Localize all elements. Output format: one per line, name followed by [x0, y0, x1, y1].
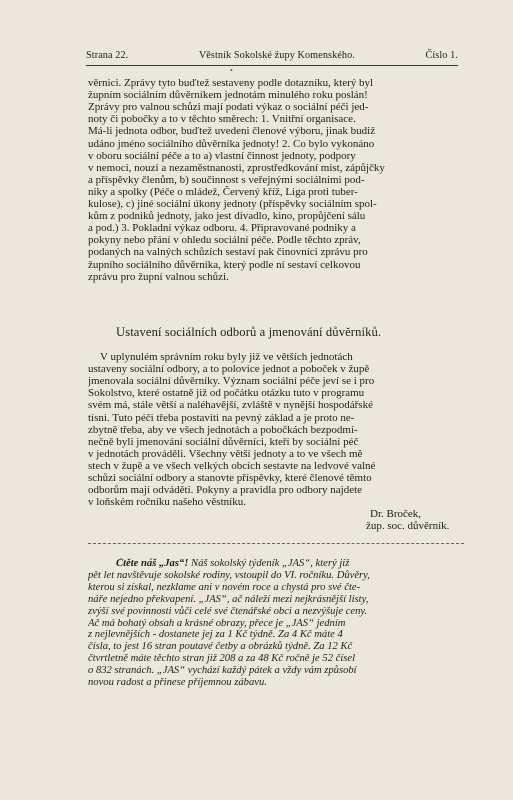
text-line: kům z podniků jednoty, jako jest divadlo, kino, propůjčení sálu	[88, 210, 366, 223]
text-line: v loňském ročníku našeho věstníku.	[88, 496, 246, 509]
ad-text: o 832 stranách. „JAS“ vychází každý pátek a vždy vám způsobí	[88, 665, 357, 677]
text-line: župním sociálním důvěrníkem jednotám minulého roku poslán!	[88, 89, 368, 102]
text-line: kulose), c) jiné sociální úkony jednoty (příspěvky sociálním spol-	[88, 198, 377, 210]
ad-line	[88, 618, 460, 630]
text-line: župního sociálního důvěrníka, který podle ní sestaví celkovou	[88, 258, 361, 271]
header-rule	[86, 65, 458, 66]
text-line: a příspěvky členům, b) součinnost s veřejnými sociálními pod-	[88, 173, 365, 186]
text-line: udáno jméno sociálního důvěrníka jednoty! 2. Co bylo vykonáno	[88, 137, 375, 150]
page-number: Strana 22.	[86, 50, 129, 61]
ad-line	[88, 677, 460, 689]
signature-name: Dr. Broček,	[370, 508, 422, 520]
text-line: schůzi sociální odbory a stanovte příspěvky, které členové těmto	[88, 472, 372, 484]
ad-lead: Čtěte náš „Jas“!	[116, 558, 189, 569]
section-divider	[88, 543, 464, 544]
ad-line	[88, 594, 460, 606]
text-line: Má-li jednota odbor, buďtež uvedeni členové výboru, jinak budiž	[88, 125, 376, 138]
text-line: tísni. Tuto péči třeba postaviti na pevný základ a je proto ne-	[88, 411, 355, 424]
ad-text: kterou si získal, nezklame ani v novém roce a chystá pro své čte-	[88, 581, 361, 593]
ad-text: zvýší své povinnosti vůči celé své čtenářské obci a nezvýšuje ceny.	[88, 605, 368, 617]
ornament-dot: •	[230, 66, 233, 75]
text-line: nečně byli jmenováni sociální důvěrníci, kteří by sociální péč	[88, 435, 359, 448]
ad-text: z nejlevnějších - dostanete jej za 1 Kč týdně. Za 4 Kč máte 4	[88, 629, 343, 641]
text-line: odborům mají odváděti. Pokyny a pravidla pro odbory najdete	[88, 484, 363, 497]
ad-line	[88, 606, 460, 618]
text-line: Zprávy pro valnou schůzi mají podati výkaz o sociální péči jed-	[88, 101, 369, 114]
ad-text: pět let navštěvuje sokolské rodiny, vstoupil do VI. ročníku. Důvěry,	[88, 569, 370, 581]
text-line: ustaveny sociální odbory, a to polovice jednot a poboček v župě	[88, 363, 370, 376]
text-line: a pod.) 3. Pokladní výkaz odboru. 4. Připravované podniky a	[88, 222, 356, 235]
text-line: svém má, stále větší a naléhavější, zvláště v nynější hospodářské	[88, 399, 374, 412]
text-line: niky a spolky (Péče o mládež, Červený kříž, Liga proti tuber-	[88, 185, 358, 198]
text-line: zprávu pro župní valnou schůzi.	[88, 270, 229, 283]
ad-text: Ač má bohatý obsah a krásné obrazy, přece je „JAS“ jedním	[88, 617, 346, 629]
signature-role: žup. soc. důvěrník.	[366, 520, 450, 532]
ad-line	[88, 570, 460, 582]
text-line: věrnici. Zprávy tyto buďtež sestaveny podle dotazníku, který byl	[88, 77, 374, 89]
issue-number: Číslo 1.	[425, 50, 458, 61]
text-line: stech v župě a ve všech velkých obcích sestavte na ledvové valné	[88, 459, 376, 472]
text-line: v nemoci, nouzi a nezaměstnanosti, zprostředkování míst, zápůjčky	[88, 161, 385, 174]
ad-line	[88, 641, 460, 653]
text-line: v oboru sociální péče a to a) vlastní činnost jednoty, podpory	[88, 149, 356, 162]
section-heading: Ustavení sociálních odborů a jmenování důvěrníků.	[116, 325, 382, 339]
text-line: pokyny nebo přání v ohledu sociální péče. Podle těchto zpráv,	[88, 234, 361, 247]
text-line: noty či pobočky a to v těchto směrech: 1. Vnitřní organisace.	[88, 113, 356, 126]
ad-text: čtvrtletně máte těchto stran již 208 a za 48 Kč ročně je 52 čísel	[88, 653, 356, 665]
ad-text: čísla, to jest 16 stran poutavé četby a obrázků týdně. Za 12 Kč	[88, 641, 353, 653]
ad-line	[88, 582, 460, 594]
ad-text: Náš sokolský týdeník „JAS“, který již	[188, 558, 350, 569]
text-line: v jednotách prováděli. Všechny větší jednoty a to ve všech mě	[88, 447, 363, 460]
text-line: podaných na valných schůzích sestaví pak činovníci zprávu pro	[88, 246, 368, 259]
page-header	[86, 50, 458, 61]
text-line: jmenovala sociální důvěrníky. Význam sociální péče jeví se i pro	[88, 375, 375, 388]
ad-line	[88, 665, 460, 677]
text-line: V uplynulém správním roku byly již ve větších jednotách	[100, 351, 353, 363]
ad-text: náře nejedno překvapení. „JAS“, ač náleží mezi nejkrásnější listy,	[88, 593, 369, 605]
ad-line	[88, 629, 460, 641]
ad-text: novou radost a přinese příjemnou zábavu.	[88, 677, 267, 688]
text-line: zbytně třeba, aby ve všech jednotách a pobočkách bezpodmí-	[88, 423, 358, 436]
text-line: Sokolstvo, které ostatně již od počátku otázku tuto v programu	[88, 387, 365, 400]
ad-line	[116, 558, 488, 570]
journal-title: Věstník Sokolské župy Komenského.	[198, 50, 355, 61]
ad-line	[88, 653, 460, 665]
